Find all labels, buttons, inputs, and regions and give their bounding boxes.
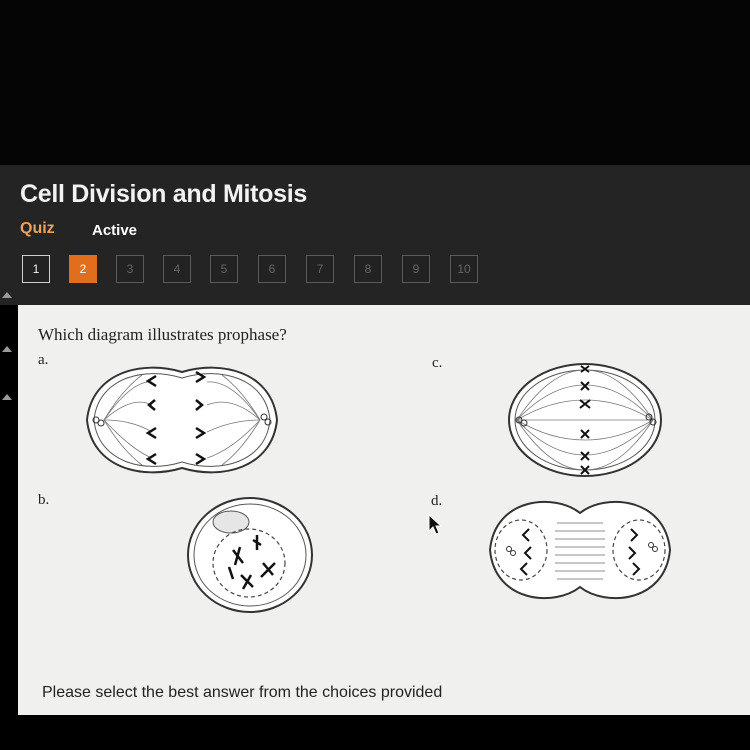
mouse-cursor-icon xyxy=(427,513,443,535)
option-a-label[interactable]: a. xyxy=(38,352,49,368)
question-nav-7[interactable]: 7 xyxy=(306,255,334,283)
option-a-diagram[interactable] xyxy=(82,360,282,480)
question-nav-5[interactable]: 5 xyxy=(210,255,238,283)
question-nav-2[interactable]: 2 xyxy=(69,255,97,283)
question-nav-9[interactable]: 9 xyxy=(402,255,430,283)
dark-bottom-area xyxy=(0,715,750,750)
question-nav-1[interactable]: 1 xyxy=(22,255,50,283)
option-c-diagram[interactable] xyxy=(505,360,665,480)
quiz-type-label: Quiz xyxy=(20,220,55,237)
question-nav-4[interactable]: 4 xyxy=(163,255,191,283)
question-nav-8[interactable]: 8 xyxy=(354,255,382,283)
question-nav-10[interactable]: 10 xyxy=(450,255,478,283)
question-text: Which diagram illustrates prophase? xyxy=(38,325,287,344)
option-d-diagram[interactable] xyxy=(485,495,675,605)
quiz-status-label: Active xyxy=(92,222,138,239)
scroll-marker-icon xyxy=(2,394,12,400)
option-b-label[interactable]: b. xyxy=(38,492,50,508)
option-c-label[interactable]: c. xyxy=(432,355,443,371)
option-b-diagram[interactable] xyxy=(185,495,315,615)
instruction-text: Please select the best answer from the choices provided xyxy=(42,684,443,701)
page-title: Cell Division and Mitosis xyxy=(20,180,307,208)
scroll-marker-icon xyxy=(2,292,12,298)
option-d-label[interactable]: d. xyxy=(431,493,443,509)
question-nav-3[interactable]: 3 xyxy=(116,255,144,283)
question-nav-6[interactable]: 6 xyxy=(258,255,286,283)
dark-top-area xyxy=(0,0,750,165)
scroll-marker-icon xyxy=(2,346,12,352)
